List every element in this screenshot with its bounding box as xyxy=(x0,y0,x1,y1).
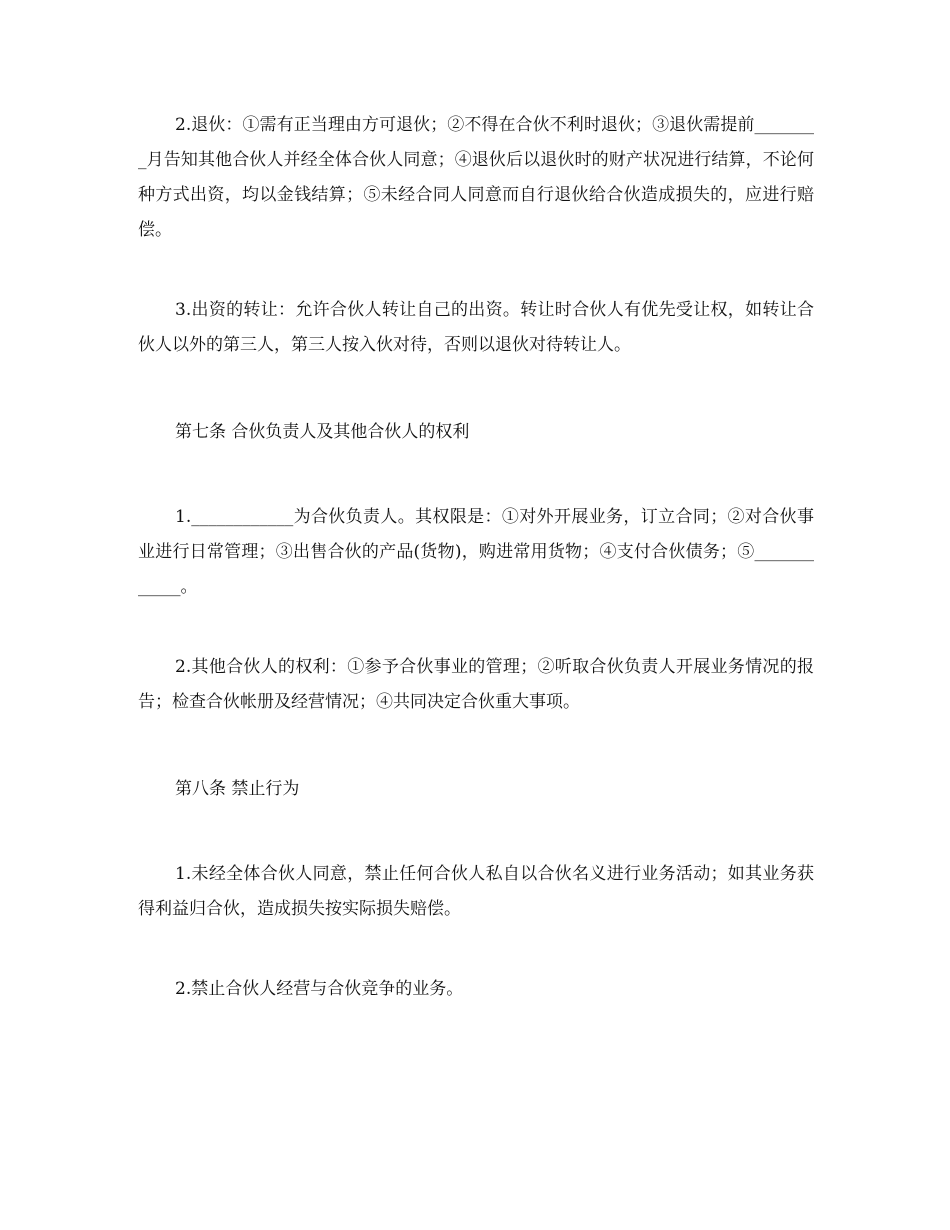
paragraph-withdrawal: 2.退伙：①需有正当理由方可退伙；②不得在合伙不利时退伙；③退伙需提前________月告知其他合伙人并经全体合伙人同意；④退伙后以退伙时的财产状况进行结算，不论何种方式出资，均以金钱结算；⑤未经合同人同意而自行退伙给合伙造成损失的，应进行赔偿。 xyxy=(138,115,814,240)
paragraph-article-7-item-2: 2.其他合伙人的权利：①参予合伙事业的管理；②听取合伙负责人开展业务情况的报告；检查合伙帐册及经营情况；④共同决定合伙重大事项。 xyxy=(138,657,814,712)
heading-article-7: 第七条 合伙负责人及其他合伙人的权利 xyxy=(175,422,470,442)
heading-article-8: 第八条 禁止行为 xyxy=(175,779,300,799)
paragraph-article-8-item-2: 2.禁止合伙人经营与合伙竞争的业务。 xyxy=(175,979,464,999)
document-page xyxy=(138,108,814,1007)
paragraph-article-8-item-1: 1.未经全体合伙人同意，禁止任何合伙人私自以合伙名义进行业务活动；如其业务获得利益归合伙，造成损失按实际损失赔偿。 xyxy=(138,864,814,919)
paragraph-capital-transfer: 3.出资的转让：允许合伙人转让自己的出资。转让时合伙人有优先受让权，如转让合伙人以外的第三人，第三人按入伙对待，否则以退伙对待转让人。 xyxy=(138,300,814,355)
paragraph-article-7-item-1: 1.____________为合伙负责人。其权限是：①对外开展业务，订立合同；②对合伙事业进行日常管理；③出售合伙的产品(货物)，购进常用货物；④支付合伙债务；⑤____________。 xyxy=(138,507,814,597)
